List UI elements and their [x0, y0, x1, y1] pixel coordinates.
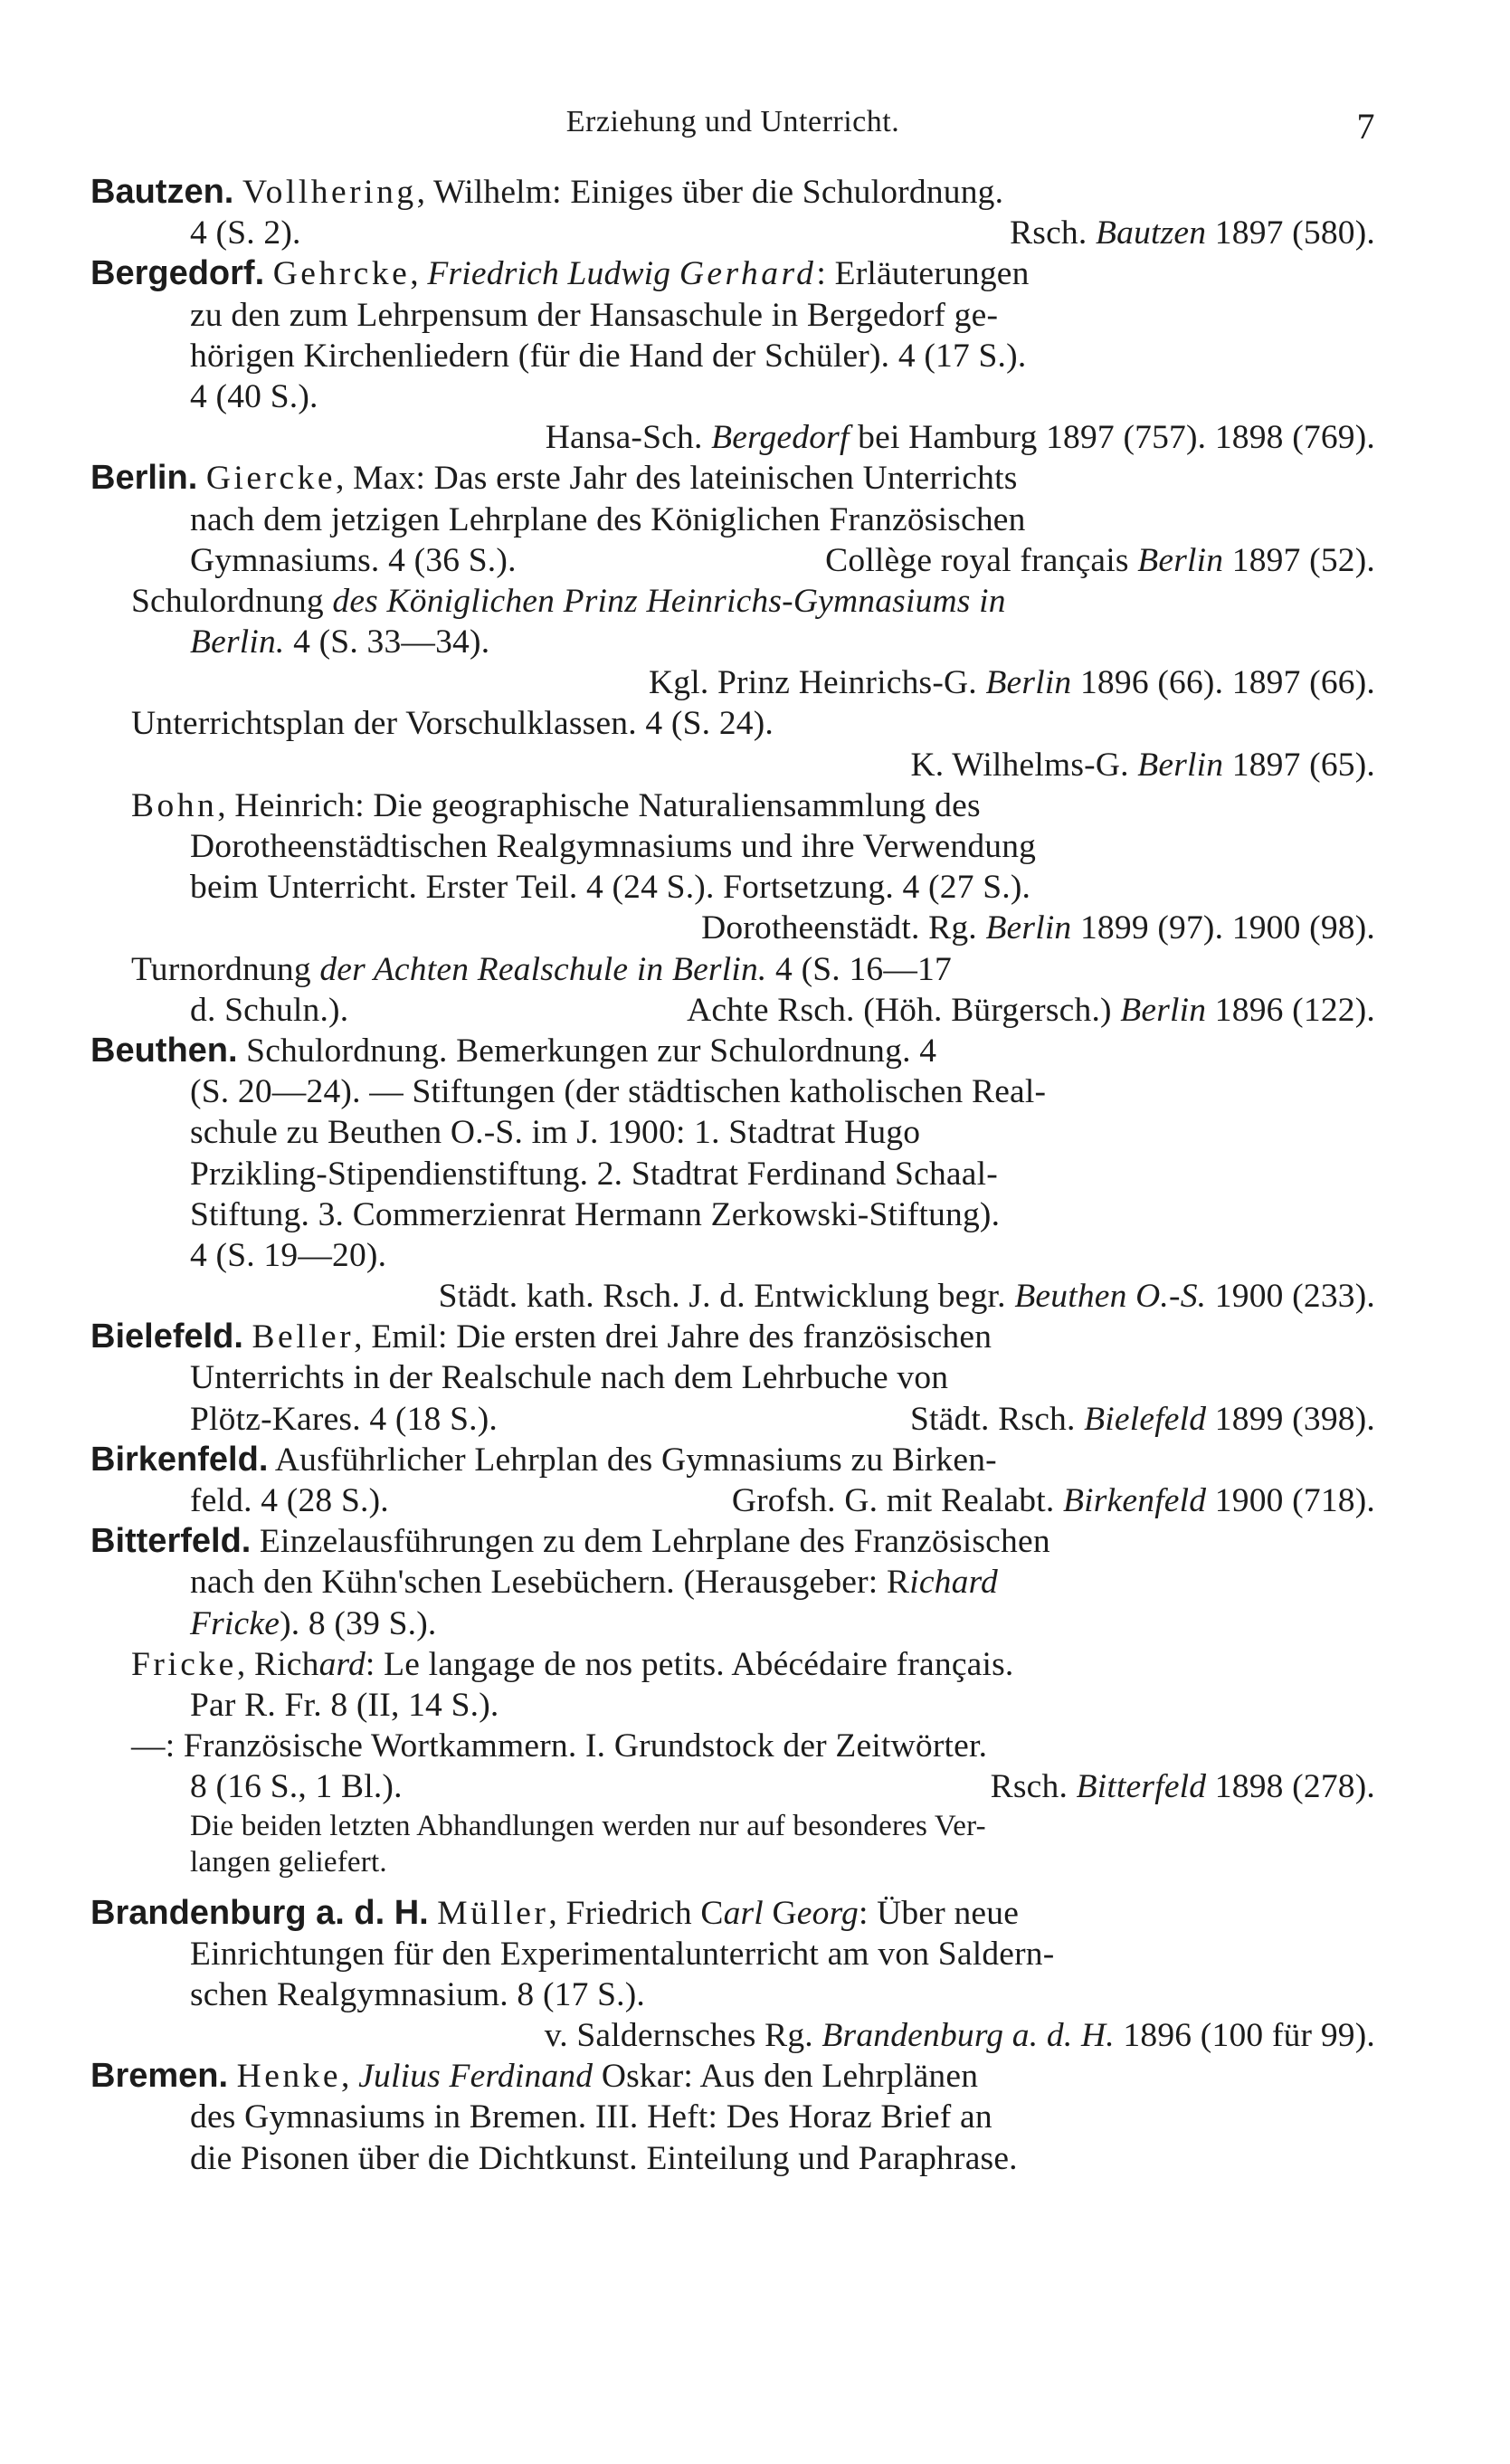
- text-run: 1896 (122).: [1206, 991, 1375, 1029]
- text-run: , Rich: [236, 1645, 319, 1683]
- text-run: Dorotheenstädt. Rg.: [701, 909, 986, 947]
- text-line: [90, 1154, 1375, 1194]
- text-run: Julius Ferdinand: [358, 2058, 594, 2096]
- text-run: Vollhering: [242, 174, 417, 211]
- text-run: Bielefeld: [1084, 1400, 1207, 1438]
- text-run: Bohn: [131, 786, 218, 824]
- text-run: schule zu Beuthen O.-S. im J. 1900: 1. Stadtrat Hugo: [190, 1114, 921, 1152]
- spacer: [90, 1880, 1375, 1893]
- text-run: Bergedorf: [711, 419, 850, 457]
- text-line: [90, 417, 1375, 458]
- text-run: 1899 (398).: [1206, 1400, 1375, 1438]
- text-run: Berlin.: [190, 623, 285, 661]
- text-line: [90, 1521, 1375, 1562]
- source-reference: [687, 990, 1375, 1031]
- text-run: 4 (S. 33—34).: [284, 623, 490, 661]
- source-reference: [825, 540, 1375, 581]
- text-line: [90, 1685, 1375, 1726]
- text-line: [90, 1974, 1375, 2015]
- text-run: bei Hamburg 1897 (757). 1898 (769).: [849, 419, 1375, 457]
- text-run: Beuthen O.-S.: [1014, 1278, 1207, 1316]
- place-heading: Bitterfeld.: [90, 1522, 252, 1561]
- source-reference: [910, 745, 1375, 785]
- text-run: (S. 20—24). — Stiftungen (der städtischen katholischen Real-: [190, 1073, 1047, 1111]
- text-run: Henke: [236, 2058, 342, 2096]
- text-run: 4 (S. 16—17: [766, 950, 952, 988]
- text-line: [90, 1399, 1375, 1440]
- text-run: Bitterfeld: [1076, 1768, 1207, 1806]
- text-run: [228, 2058, 237, 2095]
- text-run: [233, 174, 242, 211]
- text-run: Einrichtungen für den Experimentalunterricht am von Saldern-: [190, 1935, 1055, 1973]
- text-line: [90, 2097, 1375, 2137]
- text-line: [90, 458, 1375, 499]
- bibliography-body: [90, 172, 1375, 2179]
- place-heading: Bautzen.: [90, 173, 234, 211]
- text-run: [670, 255, 679, 292]
- text-run: —: Französische Wortkammern. I. Grundstock der Zeitwörter.: [131, 1727, 988, 1765]
- text-line: [90, 1726, 1375, 1766]
- text-run: Par R. Fr. 8 (II, 14 S.).: [190, 1686, 499, 1724]
- text-line: [90, 295, 1375, 336]
- text-run: 1896 (66). 1897 (66).: [1071, 664, 1375, 702]
- text-line: [90, 2056, 1375, 2097]
- text-run: , Max: Das erste Jahr des lateinischen Unterrichts: [336, 460, 1018, 498]
- text-run: Turnordnung: [131, 950, 320, 988]
- text-run: G: [763, 1894, 797, 1932]
- text-run: nach den Kühn'schen Lesebüchern. (Herausgeber: R: [190, 1564, 910, 1602]
- text-run: Oskar: Aus den Lehrplänen: [593, 2058, 979, 2096]
- text-line: [90, 336, 1375, 376]
- text-line: [90, 703, 1375, 744]
- text-run: [264, 255, 273, 292]
- text-line: [90, 1276, 1375, 1317]
- text-run: Birkenfeld: [1063, 1482, 1207, 1519]
- source-reference: [649, 662, 1375, 703]
- text-run: nach dem jetzigen Lehrplane des Königlichen Französischen: [190, 500, 1026, 538]
- text-run: Berlin: [985, 664, 1072, 702]
- text-run: K. Wilhelms-G.: [910, 746, 1138, 784]
- text-run: Gymnasiums. 4 (36 S.).: [190, 541, 517, 579]
- text-run: Unterrichts in der Realschule nach dem Lehrbuche von: [190, 1359, 949, 1397]
- text-line: [90, 622, 1375, 662]
- source-reference: [910, 1399, 1375, 1440]
- text-run: Giercke: [205, 460, 336, 498]
- text-run: Einzelausführungen zu dem Lehrplane des Französischen: [251, 1523, 1050, 1561]
- text-run: Stiftung. 3. Commerzienrat Hermann Zerkowski-Stiftung).: [190, 1195, 1001, 1233]
- text-run: der Achten Realschule in Berlin.: [319, 950, 767, 988]
- text-line: [90, 1766, 1375, 1807]
- text-run: Gerhard: [679, 255, 817, 293]
- text-run: , Friedrich C: [548, 1894, 724, 1932]
- text-run: beim Unterricht. Erster Teil. 4 (24 S.). Fortsetzung. 4 (27 S.).: [190, 869, 1031, 907]
- text-run: Rsch.: [1010, 214, 1097, 252]
- text-run: Hansa-Sch.: [545, 419, 712, 457]
- text-line: [90, 908, 1375, 948]
- source-reference: [545, 2015, 1375, 2056]
- text-run: 1896 (100 für 99).: [1114, 2017, 1375, 2055]
- text-run: , Heinrich: Die geographische Naturaliensammlung des: [217, 786, 981, 824]
- text-run: ard: [318, 1645, 366, 1683]
- text-run: Friedrich Ludwig: [427, 255, 671, 293]
- text-run: : Le langage de nos petits. Abécédaire français.: [365, 1645, 1014, 1683]
- text-run: 1897 (580).: [1206, 214, 1375, 252]
- page-header: [90, 105, 1375, 159]
- text-line: [90, 1031, 1375, 1071]
- text-run: Unterrichtsplan der Vorschulklassen. 4 (S. 24).: [131, 705, 774, 743]
- text-run: Schulordnung: [131, 582, 333, 620]
- text-run: d. Schuln.).: [190, 991, 349, 1029]
- text-run: Brandenburg a. d. H.: [821, 2017, 1115, 2055]
- text-run: zu den zum Lehrpensum der Hansaschule in Bergedorf ge-: [190, 296, 999, 334]
- text-line: [90, 1644, 1375, 1685]
- text-run: : Über neue: [858, 1894, 1020, 1932]
- text-line: [90, 172, 1375, 213]
- text-run: Fricke: [131, 1645, 237, 1683]
- text-run: feld. 4 (28 S.).: [190, 1482, 389, 1519]
- text-line: [90, 1112, 1375, 1153]
- text-run: Berlin: [1120, 991, 1207, 1029]
- text-line: [90, 1194, 1375, 1235]
- text-run: Grofsh. G. mit Realabt.: [731, 1482, 1064, 1519]
- text-run: Collège royal français: [825, 541, 1138, 579]
- text-run: ). 8 (39 S.).: [280, 1604, 437, 1642]
- text-line: [90, 1934, 1375, 1974]
- text-line: [90, 1480, 1375, 1521]
- text-run: des Königlichen Prinz Heinrichs-Gymnasiums in: [332, 582, 1006, 620]
- place-heading: Birkenfeld.: [90, 1440, 269, 1479]
- source-reference: [439, 1276, 1375, 1317]
- text-run: schen Realgymnasium. 8 (17 S.).: [190, 1975, 646, 2013]
- place-heading: Beuthen.: [90, 1031, 238, 1070]
- page-number: 7: [1356, 106, 1375, 147]
- text-run: Dorotheenstädtischen Realgymnasiums und ihre Verwendung: [190, 828, 1037, 865]
- text-line: [90, 1893, 1375, 1934]
- text-run: Müller: [437, 1894, 549, 1932]
- text-line: [90, 499, 1375, 540]
- source-reference: [1010, 213, 1375, 253]
- text-line: [90, 990, 1375, 1031]
- text-run: Schulordnung. Bemerkungen zur Schulordnung. 4: [237, 1032, 937, 1070]
- text-run: Städt. kath. Rsch. J. d. Entwicklung begr.: [438, 1278, 1015, 1316]
- text-line: [90, 581, 1375, 622]
- text-line: [90, 376, 1375, 417]
- place-heading: Bremen.: [90, 2057, 229, 2096]
- text-line: [90, 1562, 1375, 1603]
- text-run: Berlin: [1137, 541, 1224, 579]
- text-line: [90, 1235, 1375, 1276]
- text-run: eorg: [796, 1894, 859, 1932]
- text-line: [90, 213, 1375, 253]
- place-heading: Brandenburg a. d. H.: [90, 1893, 429, 1932]
- text-run: Fricke: [190, 1604, 280, 1642]
- text-run: 1900 (233).: [1206, 1278, 1375, 1316]
- text-run: des Gymnasiums in Bremen. III. Heft: Des Horaz Brief an: [190, 2098, 992, 2136]
- text-line: [90, 949, 1375, 990]
- text-run: Plötz-Kares. 4 (18 S.).: [190, 1400, 498, 1438]
- text-line: [90, 826, 1375, 867]
- text-run: langen geliefert.: [190, 1845, 387, 1879]
- text-line: [90, 1844, 1375, 1880]
- text-run: 1897 (52).: [1223, 541, 1375, 579]
- text-run: 1900 (718).: [1206, 1482, 1375, 1519]
- text-run: 1898 (278).: [1206, 1768, 1375, 1806]
- text-line: [90, 2015, 1375, 2056]
- text-run: 4 (40 S.).: [190, 377, 318, 415]
- place-heading: Bielefeld.: [90, 1318, 243, 1356]
- text-line: [90, 2138, 1375, 2179]
- text-run: Gehrcke: [272, 255, 411, 293]
- text-run: v. Saldernsches Rg.: [544, 2017, 822, 2055]
- text-line: [90, 1071, 1375, 1112]
- text-line: [90, 662, 1375, 703]
- text-run: ,: [410, 255, 428, 293]
- text-line: [90, 867, 1375, 908]
- text-run: ichard: [909, 1564, 998, 1602]
- text-line: [90, 785, 1375, 826]
- text-run: Bautzen: [1096, 214, 1207, 252]
- source-reference: [701, 908, 1375, 948]
- text-run: [243, 1318, 252, 1356]
- running-title: Erziehung und Unterricht.: [565, 105, 900, 138]
- text-run: , Wilhelm: Einiges über die Schulordnung.: [416, 174, 1004, 211]
- text-line: [90, 253, 1375, 294]
- text-line: [90, 1808, 1375, 1844]
- text-run: Beller: [252, 1318, 355, 1356]
- text-run: : Erläuterungen: [816, 255, 1030, 293]
- text-line: [90, 1603, 1375, 1644]
- text-run: [429, 1895, 438, 1932]
- place-heading: Bergedorf.: [90, 254, 265, 293]
- text-run: [197, 460, 206, 497]
- text-run: Ausführlicher Lehrplan des Gymnasiums zu Birken-: [268, 1441, 997, 1479]
- text-run: Przikling-Stipendienstiftung. 2. Stadtrat Ferdinand Schaal-: [190, 1155, 998, 1193]
- text-run: 4 (S. 2).: [190, 214, 301, 252]
- text-run: Rsch.: [990, 1768, 1077, 1806]
- text-run: 1897 (65).: [1223, 746, 1375, 784]
- text-line: [90, 745, 1375, 785]
- text-line: [90, 540, 1375, 581]
- text-run: Städt. Rsch.: [909, 1400, 1085, 1438]
- text-run: ,: [341, 2058, 359, 2096]
- place-heading: Berlin.: [90, 459, 198, 498]
- text-run: arl: [723, 1894, 764, 1932]
- source-reference: [732, 1480, 1375, 1521]
- text-run: die Pisonen über die Dichtkunst. Einteilung und Paraphrase.: [190, 2139, 1018, 2177]
- text-run: , Emil: Die ersten drei Jahre des französischen: [354, 1318, 992, 1356]
- source-reference: [546, 417, 1375, 458]
- text-run: Achte Rsch. (Höh. Bürgersch.): [687, 991, 1121, 1029]
- text-line: [90, 1357, 1375, 1398]
- text-run: Die beiden letzten Abhandlungen werden nur auf besonderes Ver-: [190, 1809, 986, 1842]
- text-run: Kgl. Prinz Heinrichs-G.: [649, 664, 986, 702]
- text-run: 1899 (97). 1900 (98).: [1071, 909, 1375, 947]
- text-line: [90, 1440, 1375, 1480]
- text-run: Berlin: [985, 909, 1072, 947]
- text-run: Berlin: [1137, 746, 1224, 784]
- text-run: 8 (16 S., 1 Bl.).: [190, 1768, 403, 1806]
- source-reference: [991, 1766, 1375, 1807]
- text-run: hörigen Kirchenliedern (für die Hand der Schüler). 4 (17 S.).: [190, 337, 1027, 375]
- text-run: 4 (S. 19—20).: [190, 1236, 387, 1274]
- text-line: [90, 1317, 1375, 1357]
